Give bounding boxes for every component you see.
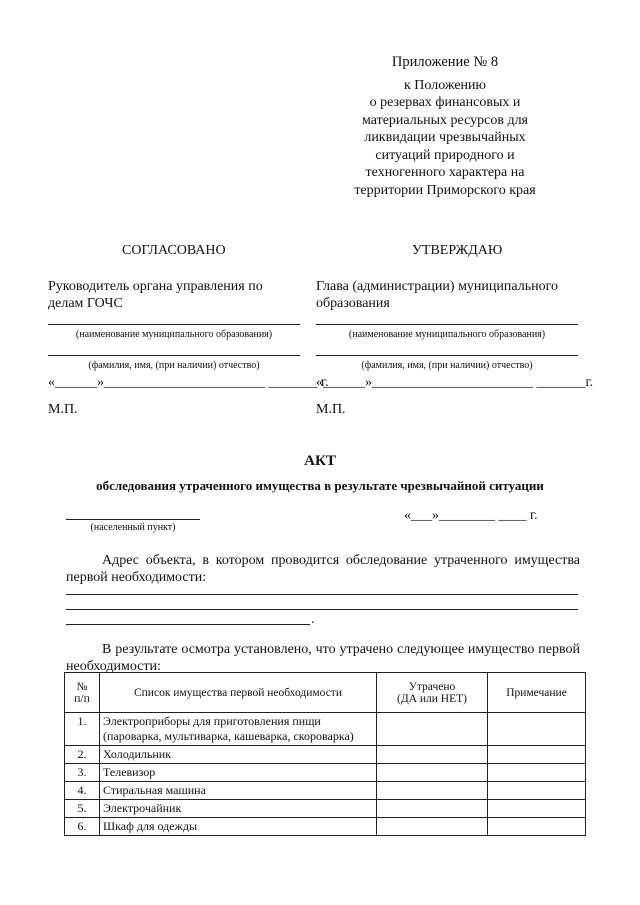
- approve-municipality-hint: (наименование муниципального образования): [348, 329, 546, 340]
- header-number: [65, 673, 100, 713]
- header-lost-line: Утрачено: [408, 680, 456, 693]
- approve-heading: УТВЕРЖДАЮ: [412, 243, 503, 258]
- appendix-number: Приложение № 8: [391, 54, 499, 70]
- act-date: «___»________ ____ г.: [404, 508, 538, 523]
- result-line: необходимости:: [66, 659, 161, 674]
- items-table: [64, 672, 586, 836]
- agreed-fio-line[interactable]: [48, 355, 300, 356]
- row-number: 5.: [65, 800, 100, 818]
- agreed-stamp: М.П.: [48, 402, 78, 417]
- agreed-position-line: Руководитель органа управления по: [48, 279, 263, 294]
- agreed-position-line: делам ГОЧС: [48, 296, 123, 311]
- agreed-position: [48, 278, 263, 312]
- row-note-cell[interactable]: [488, 713, 586, 746]
- address-line: первой необходимости:: [66, 570, 207, 585]
- approve-position-line: образования: [316, 296, 390, 311]
- row-number: 6.: [65, 818, 100, 836]
- row-item-name: Стиральная машина: [100, 782, 377, 800]
- appendix-line: ситуаций природного и: [375, 147, 515, 163]
- table-header-row: [65, 673, 586, 713]
- header-lost: [377, 673, 488, 713]
- address-line: Адрес объекта, в котором проводится обследование утраченного имущества: [102, 553, 580, 568]
- row-item-name: Шкаф для одежды: [100, 818, 377, 836]
- act-subtitle: обследования утраченного имущества в результате чрезвычайной ситуации: [96, 478, 544, 493]
- row-item-name: Электрочайник: [100, 800, 377, 818]
- row-number: 4.: [65, 782, 100, 800]
- address-end-dot: .: [311, 612, 315, 627]
- appendix-line: о резервах финансовых и: [369, 95, 521, 110]
- row-note-cell[interactable]: [488, 764, 586, 782]
- header-number-line: №: [76, 680, 88, 693]
- row-item-name: Холодильник: [100, 746, 377, 764]
- approve-fio-line[interactable]: [316, 355, 578, 356]
- row-number: 2.: [65, 746, 100, 764]
- table-row: [65, 764, 586, 782]
- agreed-municipality-line[interactable]: [48, 324, 300, 325]
- row-item-name: Электроприборы для приготовления пищи (пароварка, мультиварка, кашеварка, скороварка): [100, 713, 377, 746]
- place-line[interactable]: [66, 519, 200, 520]
- header-note: Примечание: [488, 673, 586, 713]
- header-list: Список имущества первой необходимости: [100, 673, 377, 713]
- table-row: [65, 818, 586, 836]
- appendix-line: к Положению: [403, 77, 486, 93]
- row-lost-cell[interactable]: [377, 800, 488, 818]
- approve-municipality-line[interactable]: [316, 324, 578, 325]
- address-fill-line[interactable]: [66, 624, 310, 625]
- row-number: 1.: [65, 713, 100, 746]
- table-row: [65, 713, 586, 746]
- approve-fio-hint: (фамилия, имя, (при наличии) отчество): [361, 360, 533, 371]
- approve-position-line: Глава (администрации) муниципального: [316, 279, 558, 294]
- appendix-header: [320, 54, 570, 199]
- agreed-heading: СОГЛАСОВАНО: [122, 243, 226, 258]
- row-note-cell[interactable]: [488, 818, 586, 836]
- approve-stamp: М.П.: [316, 402, 346, 417]
- appendix-line: материальных ресурсов для: [361, 112, 528, 128]
- address-fill-line[interactable]: [66, 609, 578, 610]
- appendix-line: техногенного характера на: [365, 165, 525, 180]
- row-number: 3.: [65, 764, 100, 782]
- row-note-cell[interactable]: [488, 746, 586, 764]
- table-row: [65, 746, 586, 764]
- appendix-line: территории Приморского края: [354, 182, 536, 198]
- row-lost-cell[interactable]: [377, 764, 488, 782]
- act-title: АКТ: [304, 453, 336, 469]
- approve-date: «______»_______________________ _______г.: [316, 375, 594, 390]
- place-hint: (населенный пункт): [90, 522, 176, 533]
- result-line: В результате осмотра установлено, что утрачено следующее имущество первой: [102, 642, 580, 657]
- agreed-date: «______»_______________________ _______ г.: [48, 375, 329, 390]
- approve-position: [316, 278, 558, 312]
- agreed-municipality-hint: (наименование муниципального образования): [75, 329, 273, 340]
- header-lost-line: (ДА или НЕТ): [397, 692, 467, 705]
- address-fill-line[interactable]: [66, 594, 578, 595]
- table-row: [65, 800, 586, 818]
- row-note-cell[interactable]: [488, 782, 586, 800]
- agreed-fio-hint: (фамилия, имя, (при наличии) отчество): [88, 360, 260, 371]
- table-row: [65, 782, 586, 800]
- row-lost-cell[interactable]: [377, 713, 488, 746]
- row-note-cell[interactable]: [488, 800, 586, 818]
- appendix-line: ликвидации чрезвычайных: [364, 130, 526, 145]
- row-lost-cell[interactable]: [377, 746, 488, 764]
- row-lost-cell[interactable]: [377, 818, 488, 836]
- row-lost-cell[interactable]: [377, 782, 488, 800]
- header-number-line: п/п: [74, 692, 90, 705]
- row-item-name: Телевизор: [100, 764, 377, 782]
